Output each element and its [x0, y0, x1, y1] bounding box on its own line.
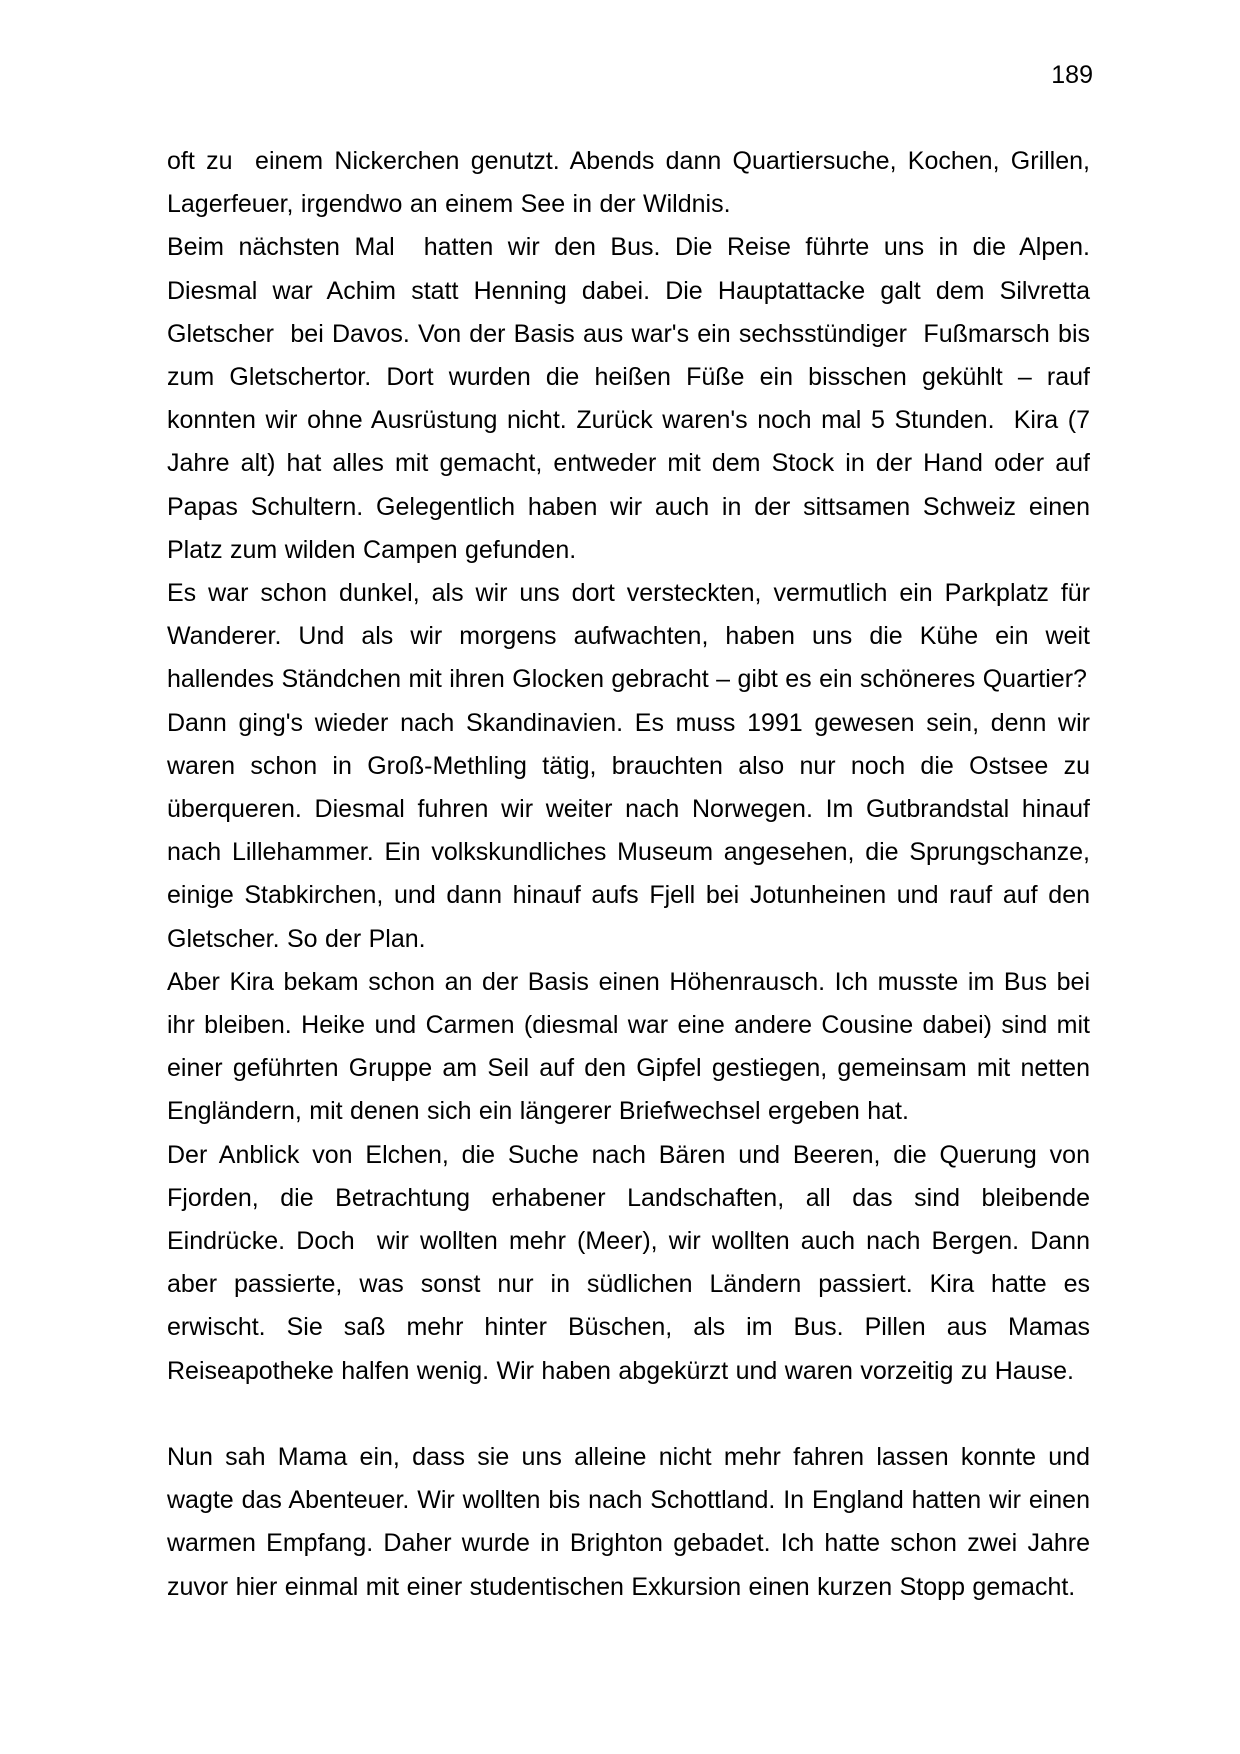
blank-line — [167, 1393, 1090, 1436]
paragraph: Dann ging's wieder nach Skandinavien. Es muss 1991 gewesen sein, denn wir waren schon in Groß-Methling tätig, brauchten also nur noch die Ostsee zu überqueren. Diesmal fuhren wir weiter nach Norwegen. Im Gutbrandstal hinauf nach Lillehammer. Ein volkskundliches Museum angesehen, die Sprungschanze, einige Stabkirchen, und dann hinauf aufs Fjell bei Jotunheinen und rauf auf den Gletscher. So der Plan. — [167, 708, 1098, 953]
paragraph: Nun sah Mama ein, dass sie uns alleine nicht mehr fahren lassen konnte und wagte das Abenteuer. Wir wollten bis nach Schottland. In England hatten wir einen warmen Empfang. Daher wurde in Brighton gebadet. Ich hatte schon zwei Jahre zuvor hier einmal mit einer studentischen Exkursion einen kurzen Stopp gemacht. — [167, 1443, 1098, 1601]
page-body-text — [167, 140, 1105, 1609]
page-number: 189 — [1051, 61, 1093, 89]
paragraph: Der Anblick von Elchen, die Suche nach Bären und Beeren, die Querung von Fjorden, die Betrachtung erhabener Landschaften, all das sind bleibende Eindrücke. Doch wir wollten mehr (Meer), wir wollten auch nach Bergen. Dann aber passierte, was sonst nur in südlichen Ländern passiert. Kira hatte es erwischt. Sie saß mehr hinter Büschen, als im Bus. Pillen aus Mamas Reiseapotheke halfen wenig. Wir haben abgekürzt und waren vorzeitig zu Hause. — [167, 1140, 1098, 1385]
paragraph: oft zu einem Nickerchen genutzt. Abends dann Quartiersuche, Kochen, Grillen, Lagerfeuer, irgendwo an einem See in der Wildnis. — [167, 147, 1098, 219]
paragraph: Aber Kira bekam schon an der Basis einen Höhenrausch. Ich musste im Bus bei ihr bleiben. Heike und Carmen (diesmal war eine andere Cousine dabei) sind mit einer geführten Gruppe am Seil auf den Gipfel gestiegen, gemeinsam mit netten Engländern, mit denen sich ein längerer Briefwechsel ergeben hat. — [167, 967, 1098, 1126]
paragraph: Beim nächsten Mal hatten wir den Bus. Die Reise führte uns in die Alpen. Diesmal war Achim statt Henning dabei. Die Hauptattacke galt dem Silvretta Gletscher bei Davos. Von der Basis aus war's ein sechsstündiger Fußmarsch bis zum Gletschertor. Dort wurden die heißen Füße ein bisschen gekühlt – rauf konnten wir ohne Ausrüstung nicht. Zurück waren's noch mal 5 Stunden. Kira (7 Jahre alt) hat alles mit gemacht, entweder mit dem Stock in der Hand oder auf Papas Schultern. Gelegentlich haben wir auch in der sittsamen Schweiz einen Platz zum wilden Campen gefunden. — [167, 233, 1105, 564]
paragraph: Es war schon dunkel, als wir uns dort versteckten, vermutlich ein Parkplatz für Wanderer. Und als wir morgens aufwachten, haben uns die Kühe ein weit hallendes Ständchen mit ihren Glocken gebracht – gibt es ein schöneres Quartier? — [167, 579, 1098, 694]
